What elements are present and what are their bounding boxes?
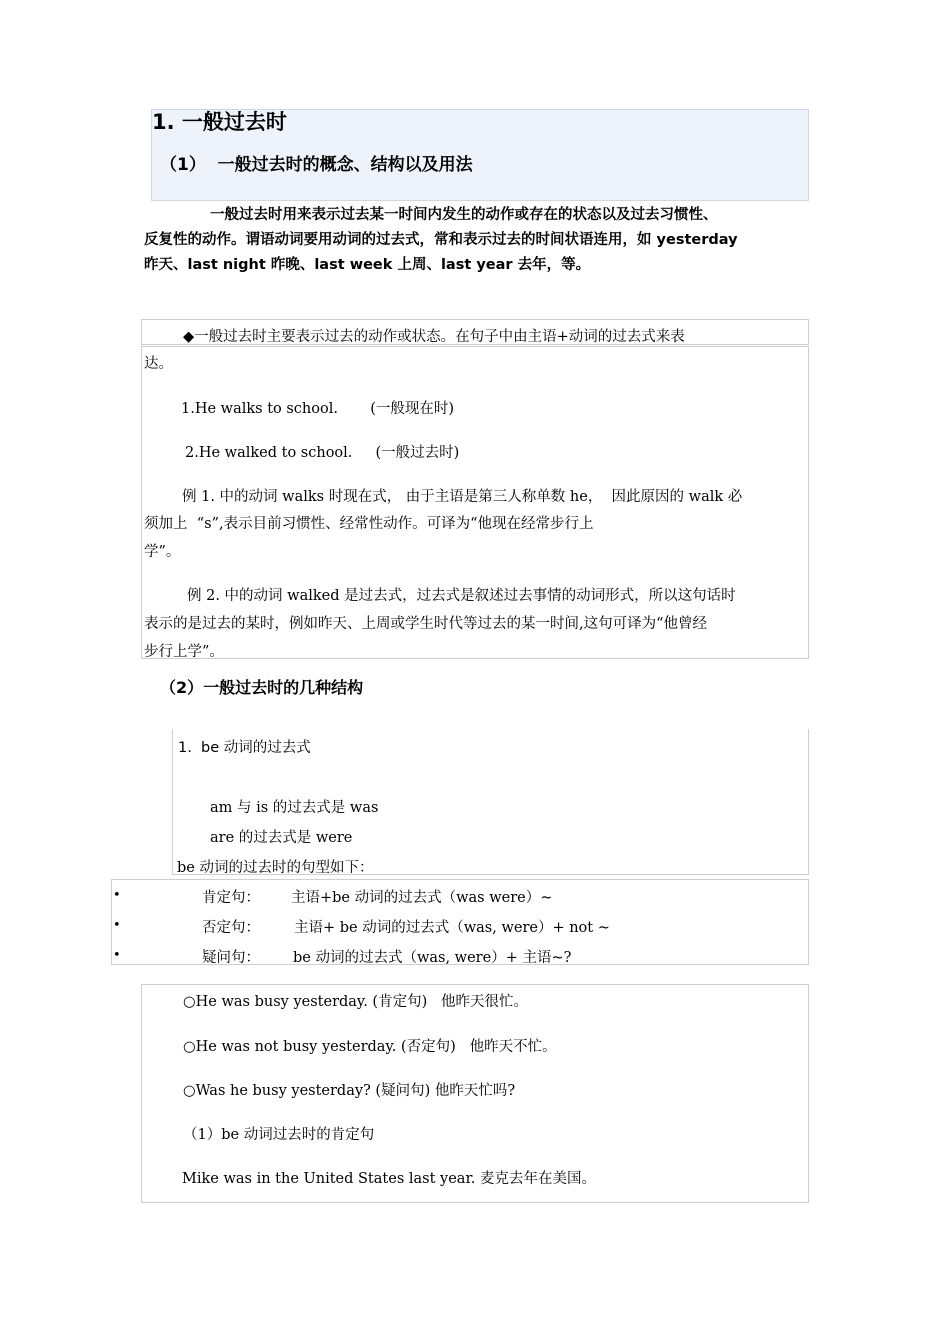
subheading-affirmative: （1）be 动词过去时的肯定句 [183, 1127, 375, 1143]
note-1-line-2: 须加上 “s”,表示目前习惯性、经常性动作。可译为“他现在经常步行上 [144, 516, 594, 532]
pattern-label-negative: 否定句： [202, 920, 260, 936]
note-1-line-3: 学”。 [144, 544, 181, 560]
example-sentence-1: 1.He walks to school. (一般现在时) [181, 401, 455, 417]
intro-line-2: 反复性的动作。谓语动词要用动词的过去式，常和表示过去的时间状语连用，如 yesterday [144, 232, 738, 248]
intro-line-3: 昨天、last night 昨晚、last week 上周、last year 去年，等。 [144, 257, 591, 273]
lead-line-1: ◆一般过去时主要表示过去的动作或状态。在句子中由主语+动词的过去式来表 [183, 329, 685, 345]
note-2-line-3: 步行上学”。 [144, 644, 224, 660]
bullet-icon: • [113, 918, 121, 933]
note-2-line-2: 表示的是过去的某时，例如昨天、上周或学生时代等过去的某一时间,这句可译为“他曾经 [144, 616, 708, 632]
section-title: 1. 一般过去时 [152, 110, 287, 134]
pattern-label-affirmative: 肯定句： [202, 890, 260, 906]
subsection-title: （1） 一般过去时的概念、结构以及用法 [160, 155, 473, 175]
bullet-icon: • [113, 888, 121, 903]
rule-am-is: am 与 is 的过去式是 was [210, 800, 379, 816]
be-verb-heading: 1. be 动词的过去式 [178, 740, 311, 756]
example-negative: ○He was not busy yesterday. (否定句) 他昨天不忙。 [183, 1039, 557, 1055]
intro-line-1: 一般过去时用来表示过去某一时间内发生的动作或存在的状态以及过去习惯性、 [210, 207, 718, 223]
note-1-line-1: 例 1. 中的动词 walks 时现在式， 由于主语是第三人称单数 he， 因此原因的 walk 必 [182, 489, 743, 505]
pattern-affirmative: 主语+be 动词的过去式（was were）~ [291, 890, 553, 906]
example-sentence-2: 2.He walked to school. (一般过去时) [185, 445, 460, 461]
example-question: ○Was he busy yesterday? (疑问句) 他昨天忙吗? [183, 1083, 516, 1099]
pattern-negative: 主语+ be 动词的过去式（was, were）+ not ~ [294, 920, 610, 936]
example-mike: Mike was in the United States last year. 麦克去年在美国。 [182, 1171, 596, 1187]
section-2-title: （2）一般过去时的几种结构 [160, 678, 364, 697]
pattern-question: be 动词的过去式（was, were）+ 主语~? [293, 950, 572, 966]
pattern-label-question: 疑问句： [202, 950, 260, 966]
rule-are: are 的过去式是 were [210, 830, 353, 846]
rule-patterns-intro: be 动词的过去时的句型如下： [177, 860, 374, 876]
bullet-icon: • [113, 948, 121, 963]
lead-line-2: 达。 [144, 356, 173, 372]
example-affirmative: ○He was busy yesterday. (肯定句) 他昨天很忙。 [183, 994, 529, 1010]
note-2-line-1: 例 2. 中的动词 walked 是过去式，过去式是叙述过去事情的动词形式，所以这句话时 [187, 588, 736, 604]
